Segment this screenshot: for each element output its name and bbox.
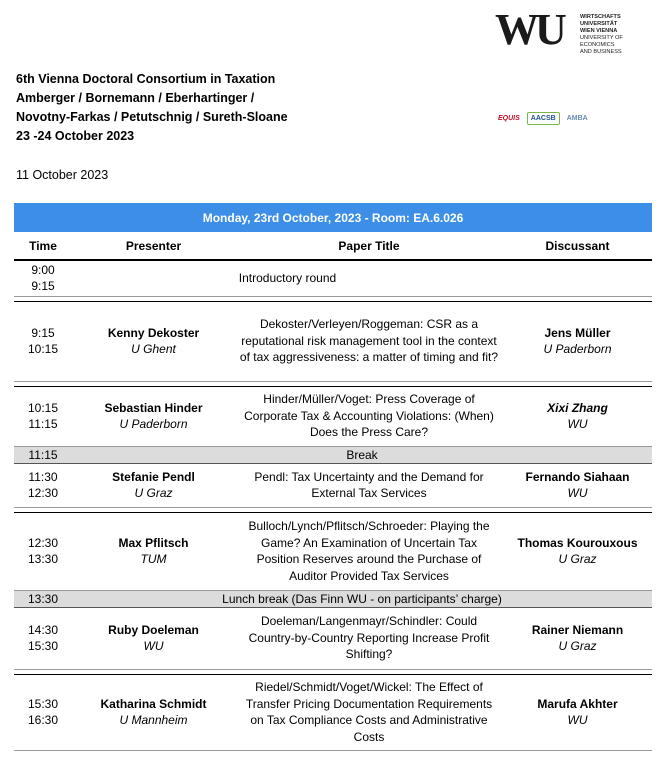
logo-line: AND BUSINESS bbox=[580, 49, 622, 55]
presenter-cell bbox=[72, 674, 235, 750]
break-row bbox=[14, 590, 652, 607]
presenter-affiliation: U Paderborn bbox=[119, 417, 188, 431]
paper-cell: Introductory round bbox=[72, 260, 503, 296]
time-cell bbox=[14, 301, 72, 381]
discussant-name: Marufa Akhter bbox=[537, 697, 618, 711]
schedule-title: Monday, 23rd October, 2023 - Room: EA.6.026 bbox=[14, 203, 652, 232]
start-time: 12:30 bbox=[27, 536, 59, 550]
presenter-affiliation: U Mannheim bbox=[119, 713, 188, 727]
presenter-name: Stefanie Pendl bbox=[112, 470, 195, 484]
end-time: 16:30 bbox=[27, 713, 59, 727]
break-time: 11:15 bbox=[14, 446, 72, 463]
presenter-affiliation: U Graz bbox=[134, 486, 173, 500]
discussant-affiliation: WU bbox=[567, 486, 588, 500]
col-presenter: Presenter bbox=[72, 232, 235, 260]
paper-cell: Hinder/Müller/Voget: Press Coverage of Corporate Tax & Accounting Violations: (When) Does the Press Care? bbox=[235, 386, 503, 446]
amba-logo: AMBA bbox=[566, 115, 588, 122]
organizers-line: Novotny-Farkas / Petutschnig / Sureth-Sloane bbox=[16, 110, 288, 124]
paper-cell: Dekoster/Verleyen/Roggeman: CSR as a reputational risk management tool in the context of tax aggressiveness: a matter of timing and fit? bbox=[235, 301, 503, 381]
discussant-affiliation: U Paderborn bbox=[543, 342, 612, 356]
logo-line: ECONOMICS bbox=[580, 42, 615, 48]
time-cell bbox=[14, 674, 72, 750]
col-time: Time bbox=[14, 232, 72, 260]
logo-line: WIEN VIENNA bbox=[580, 28, 618, 34]
end-time: 11:15 bbox=[28, 417, 58, 431]
accreditation-logos bbox=[495, 112, 591, 125]
presenter-cell bbox=[72, 386, 235, 446]
presenter-name: Ruby Doeleman bbox=[108, 623, 199, 637]
break-time: 13:30 bbox=[14, 590, 72, 607]
start-time: 9:15 bbox=[31, 326, 55, 340]
presenter-cell bbox=[72, 512, 235, 590]
time-cell bbox=[14, 607, 72, 669]
presenter-name: Kenny Dekoster bbox=[107, 326, 200, 340]
discussant-cell bbox=[503, 463, 652, 507]
end-time: 12:30 bbox=[27, 486, 59, 500]
break-row bbox=[14, 446, 652, 463]
issue-date: 11 October 2023 bbox=[16, 168, 109, 182]
col-paper: Paper Title bbox=[235, 232, 503, 260]
discussant-name: Fernando Siahaan bbox=[525, 470, 630, 484]
time-cell bbox=[14, 260, 72, 296]
discussant-name: Thomas Kourouxous bbox=[517, 536, 638, 550]
paper-cell: Riedel/Schmidt/Voget/Wickel: The Effect of Transfer Pricing Documentation Requirements on Tax Compliance Costs and Administrative Costs bbox=[235, 674, 503, 750]
event-title: 6th Vienna Doctoral Consortium in Taxation bbox=[16, 72, 276, 86]
logo-line: WIRTSCHAFTS bbox=[580, 14, 621, 20]
time-cell bbox=[14, 463, 72, 507]
start-time: 9:00 bbox=[31, 263, 55, 278]
table-row bbox=[14, 512, 652, 590]
table-row bbox=[14, 607, 652, 669]
end-time: 10:15 bbox=[27, 342, 59, 356]
discussant-name: Rainer Niemann bbox=[531, 623, 624, 637]
time-cell bbox=[14, 386, 72, 446]
end-time: 9:15 bbox=[31, 279, 55, 294]
table-row bbox=[14, 463, 652, 507]
discussant-cell bbox=[503, 301, 652, 381]
time-cell bbox=[14, 512, 72, 590]
start-time: 14:30 bbox=[27, 623, 59, 637]
end-time: 15:30 bbox=[27, 639, 59, 653]
break-label: Break bbox=[72, 446, 652, 463]
logo-line: UNIVERSITY OF bbox=[580, 35, 623, 41]
discussant-cell bbox=[503, 674, 652, 750]
discussant-affiliation: U Graz bbox=[558, 552, 597, 566]
event-dates: 23 -24 October 2023 bbox=[16, 129, 135, 143]
discussant-name: Jens Müller bbox=[544, 326, 611, 340]
presenter-affiliation: U Ghent bbox=[131, 342, 176, 356]
table-row bbox=[14, 301, 652, 381]
paper-cell: Bulloch/Lynch/Pflitsch/Schroeder: Playing the Game? An Examination of Uncertain Tax Position Reserves around the Purchase of Auditor Provided Tax Services bbox=[235, 512, 503, 590]
wu-logo bbox=[495, 5, 623, 55]
wu-logo-text bbox=[580, 14, 640, 56]
presenter-cell bbox=[72, 607, 235, 669]
start-time: 15:30 bbox=[27, 697, 59, 711]
presenter-name: Katharina Schmidt bbox=[100, 697, 207, 711]
discussant-affiliation: U Graz bbox=[558, 639, 597, 653]
break-label: Lunch break (Das Finn WU - on participants’ charge) bbox=[72, 590, 652, 607]
table-row bbox=[14, 386, 652, 446]
schedule-title-row bbox=[14, 203, 652, 232]
discussant-cell bbox=[503, 260, 652, 296]
organizers-line: Amberger / Bornemann / Eberhartinger / bbox=[16, 91, 255, 105]
aacsb-logo: AACSB bbox=[527, 112, 560, 125]
discussant-affiliation: WU bbox=[567, 417, 588, 431]
discussant-cell bbox=[503, 512, 652, 590]
paper-cell: Doeleman/Langenmayr/Schindler: Could Country-by-Country Reporting Increase Profit Shifting? bbox=[235, 607, 503, 669]
table-row bbox=[14, 260, 652, 296]
document-header bbox=[16, 70, 288, 146]
column-header-row bbox=[14, 232, 652, 260]
col-discussant: Discussant bbox=[503, 232, 652, 260]
discussant-cell bbox=[503, 607, 652, 669]
equis-logo: EQUIS bbox=[498, 115, 520, 122]
presenter-affiliation: WU bbox=[143, 639, 164, 653]
start-time: 11:30 bbox=[28, 470, 58, 484]
paper-cell: Pendl: Tax Uncertainty and the Demand for External Tax Services bbox=[235, 463, 503, 507]
start-time: 10:15 bbox=[27, 401, 59, 415]
discussant-cell bbox=[503, 386, 652, 446]
table-row bbox=[14, 674, 652, 750]
end-time: 13:30 bbox=[27, 552, 59, 566]
wu-logo-mark: WU bbox=[495, 5, 563, 54]
presenter-name: Max Pflitsch bbox=[118, 536, 189, 550]
presenter-cell bbox=[72, 463, 235, 507]
schedule-table bbox=[14, 203, 652, 751]
discussant-affiliation: WU bbox=[567, 713, 588, 727]
logo-line: UNIVERSITÄT bbox=[580, 21, 618, 27]
presenter-cell bbox=[72, 301, 235, 381]
presenter-affiliation: TUM bbox=[140, 552, 167, 566]
discussant-name: Xixi Zhang bbox=[547, 401, 608, 415]
presenter-name: Sebastian Hinder bbox=[104, 401, 203, 415]
